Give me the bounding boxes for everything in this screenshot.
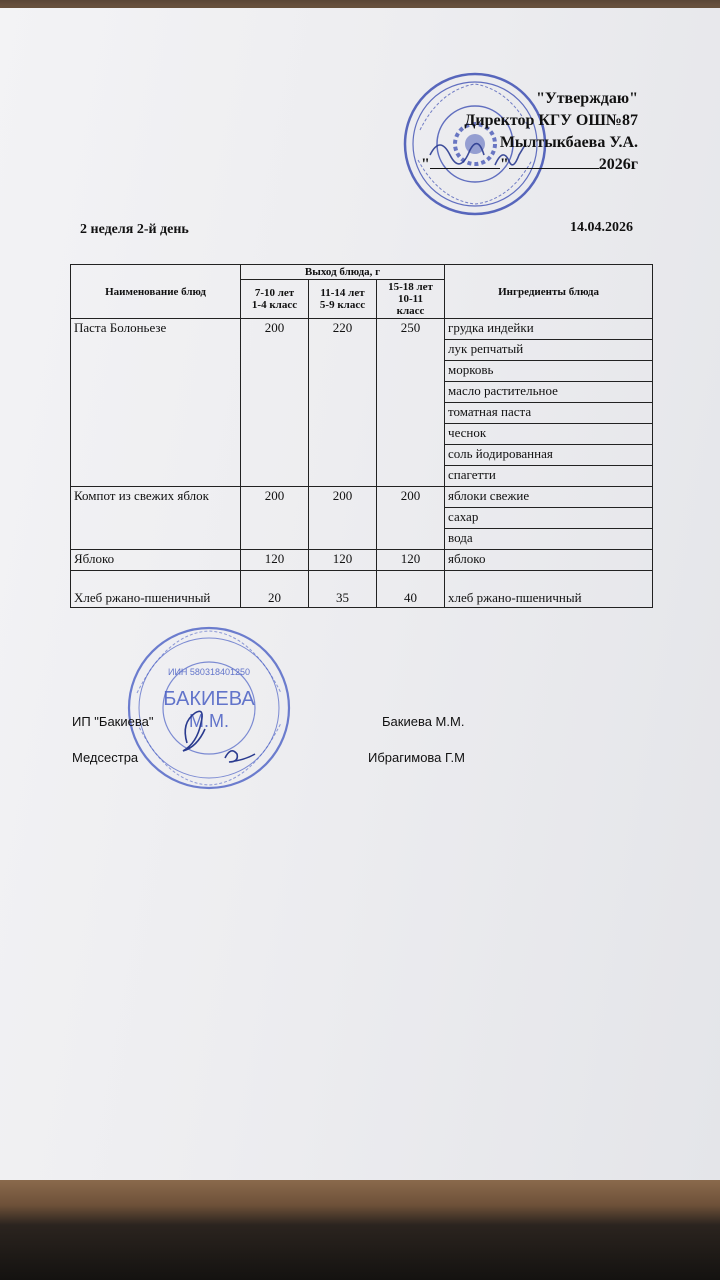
menu-date: 14.04.2026 <box>570 220 633 235</box>
ingredient-item: соль йодированная <box>445 445 653 466</box>
ingredient-item: хлеб ржано-пшеничный <box>445 571 653 608</box>
approval-block <box>338 88 638 176</box>
dish-output-age-1: 200 <box>241 487 309 550</box>
dish-output-age-3: 120 <box>377 550 445 571</box>
ingredient-item: яблоко <box>445 550 653 571</box>
age-group-1-grades: 1-4 класс <box>251 299 298 311</box>
approval-year: 2026г <box>598 156 638 173</box>
ingredient-item: яблоки свежие <box>445 487 653 508</box>
dish-output-age-1: 20 <box>241 571 309 608</box>
ingredient-item: грудка индейки <box>445 319 653 340</box>
approval-position: Директор КГУ ОШ№87 <box>464 112 638 129</box>
dish-name: Хлеб ржано-пшеничный <box>71 571 241 608</box>
menu-table <box>70 264 653 608</box>
dish-name: Яблоко <box>71 550 241 571</box>
approval-date-line <box>338 154 638 176</box>
age-group-1-years: 7-10 лет <box>254 287 295 299</box>
header-dish-name: Наименование блюд <box>71 265 241 319</box>
table-row <box>71 487 653 508</box>
approval-date-quote-open: " <box>420 156 430 173</box>
dish-output-age-2: 35 <box>309 571 377 608</box>
ingredient-item: лук репчатый <box>445 340 653 361</box>
age-group-3-suffix: класс <box>396 305 425 317</box>
age-group-2-years: 11-14 лет <box>320 287 365 299</box>
age-group-2-grades: 5-9 класс <box>319 299 366 311</box>
approval-title: "Утверждаю" <box>536 90 638 107</box>
dish-output-age-2: 200 <box>309 487 377 550</box>
table-row <box>71 319 653 340</box>
dish-output-age-3: 200 <box>377 487 445 550</box>
nurse-name: Ибрагимова Г.М <box>368 750 465 765</box>
age-group-3-grades: 10-11 <box>397 293 424 305</box>
ingredient-item: масло растительное <box>445 382 653 403</box>
dish-output-age-3: 40 <box>377 571 445 608</box>
ip-signer-name: Бакиева М.М. <box>382 714 465 729</box>
table-header-row <box>71 265 653 280</box>
ingredient-item: сахар <box>445 508 653 529</box>
age-group-3-years: 15-18 лет <box>388 281 433 293</box>
background-table-edge <box>0 1180 720 1280</box>
approval-date-quote-close: " <box>499 156 509 173</box>
header-output: Выход блюда, г <box>241 265 445 280</box>
header-age-group-2 <box>309 280 377 319</box>
document-page <box>0 8 720 1184</box>
week-day-label: 2 неделя 2-й день <box>80 222 189 237</box>
ip-label: ИП "Бакиева" <box>72 714 154 729</box>
ingredient-item: морковь <box>445 361 653 382</box>
header-age-group-3 <box>377 280 445 319</box>
ingredient-item: спагетти <box>445 466 653 487</box>
nurse-label: Медсестра <box>72 750 139 765</box>
stamp-inn: ИИН 580318401250 <box>167 667 251 677</box>
dish-output-age-2: 120 <box>309 550 377 571</box>
dish-output-age-1: 120 <box>241 550 309 571</box>
dish-output-age-1: 200 <box>241 319 309 487</box>
approval-director-name: Мылтыкбаева У.А. <box>499 134 638 151</box>
ingredient-item: томатная паста <box>445 403 653 424</box>
entrepreneur-stamp <box>125 623 293 793</box>
ingredient-item: вода <box>445 529 653 550</box>
dish-output-age-2: 220 <box>309 319 377 487</box>
stamp-center-name: БАКИЕВА <box>163 688 255 710</box>
dish-name: Компот из свежих яблок <box>71 487 241 550</box>
header-age-group-1 <box>241 280 309 319</box>
dish-output-age-3: 250 <box>377 319 445 487</box>
header-ingredients: Ингредиенты блюда <box>445 265 653 319</box>
stamp-center-initials: М.М. <box>189 711 229 731</box>
menu-table-body <box>71 319 653 608</box>
ingredient-item: чеснок <box>445 424 653 445</box>
table-row <box>71 550 653 571</box>
dish-name: Паста Болоньезе <box>71 319 241 487</box>
table-row <box>71 571 653 608</box>
